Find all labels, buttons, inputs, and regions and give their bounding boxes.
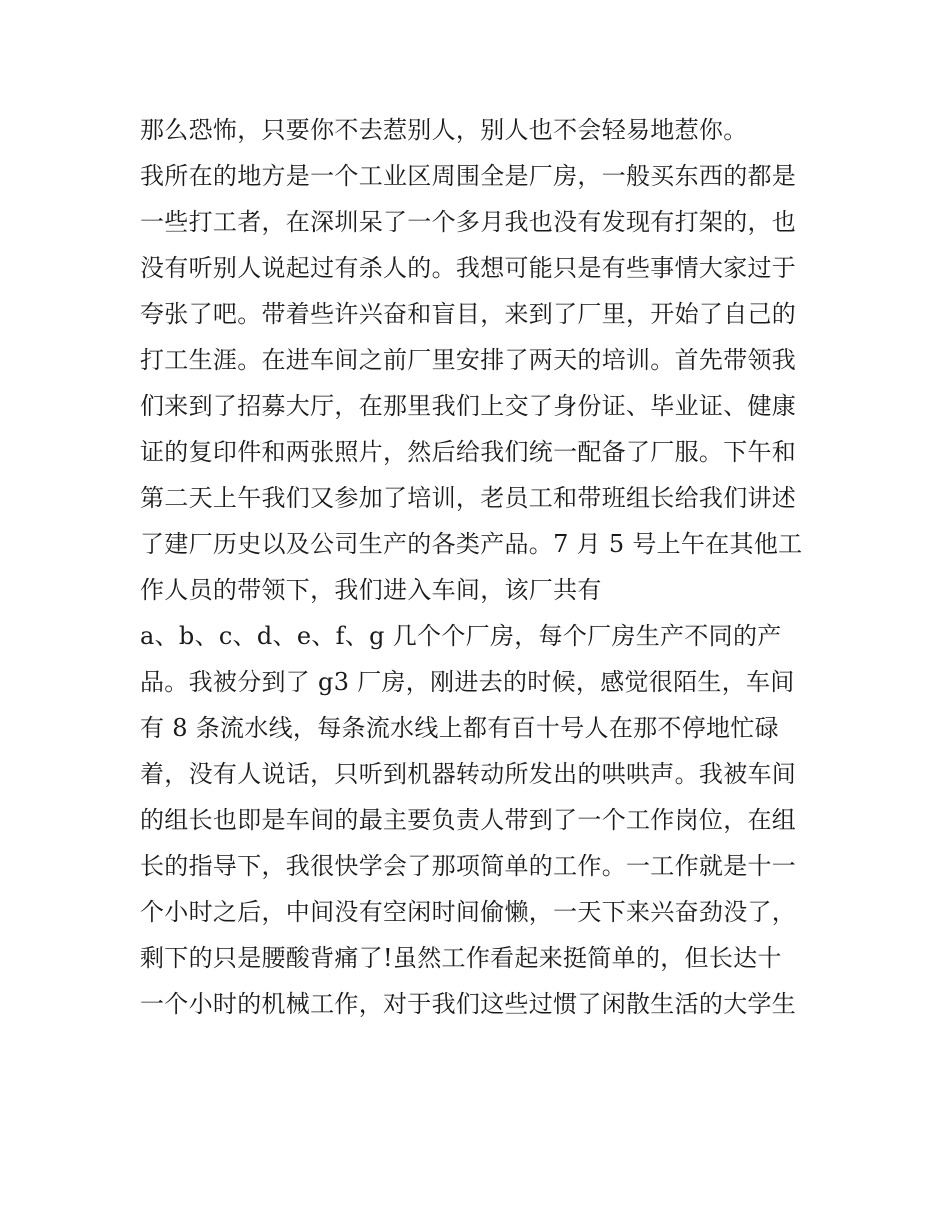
- text-line-10: 了建厂历史以及公司生产的各类产品。7 月 5 号上午在其他工: [140, 530, 803, 558]
- text-line-9: 第二天上午我们又参加了培训，老员工和带班组长给我们讲述: [140, 484, 797, 512]
- text-line-16: 的组长也即是车间的最主要负责人带到了一个工作岗位，在组: [140, 806, 797, 834]
- text-line-7: 们来到了招募大厅，在那里我们上交了身份证、毕业证、健康: [140, 392, 797, 420]
- text-line-5: 夸张了吧。带着些许兴奋和盲目，来到了厂里，开始了自己的: [140, 300, 797, 328]
- text-line-13: 品。我被分到了 g3 厂房，刚进去的时候，感觉很陌生，车间: [140, 668, 795, 696]
- text-line-17: 长的指导下，我很快学会了那项简单的工作。一工作就是十一: [140, 852, 797, 880]
- text-line-12: a、b、c、d、e、f、g 几个个厂房，每个厂房生产不同的产: [140, 622, 782, 650]
- text-line-19: 剩下的只是腰酸背痛了!虽然工作看起来挺简单的，但长达十: [140, 944, 782, 972]
- text-line-11: 作人员的带领下，我们进入车间，该厂共有: [140, 576, 602, 604]
- body-text: [140, 107, 820, 1027]
- text-line-3: 一些打工者，在深圳呆了一个多月我也没有发现有打架的，也: [140, 208, 797, 236]
- text-line-20: 一个小时的机械工作，对于我们这些过惯了闲散生活的大学生: [140, 990, 797, 1018]
- text-line-15: 着，没有人说话，只听到机器转动所发出的哄哄声。我被车间: [140, 760, 797, 788]
- text-line-4: 没有听别人说起过有杀人的。我想可能只是有些事情大家过于: [140, 254, 797, 282]
- text-line-8: 证的复印件和两张照片，然后给我们统一配备了厂服。下午和: [140, 438, 797, 466]
- text-line-6: 打工生涯。在进车间之前厂里安排了两天的培训。首先带领我: [140, 346, 797, 374]
- text-line-14: 有 8 条流水线，每条流水线上都有百十号人在那不停地忙碌: [140, 714, 779, 742]
- text-line-2: 我所在的地方是一个工业区周围全是厂房，一般买东西的都是: [140, 162, 797, 190]
- text-line-1: 那么恐怖，只要你不去惹别人，别人也不会轻易地惹你。: [140, 116, 748, 144]
- text-line-18: 个小时之后，中间没有空闲时间偷懒，一天下来兴奋劲没了，: [140, 898, 797, 926]
